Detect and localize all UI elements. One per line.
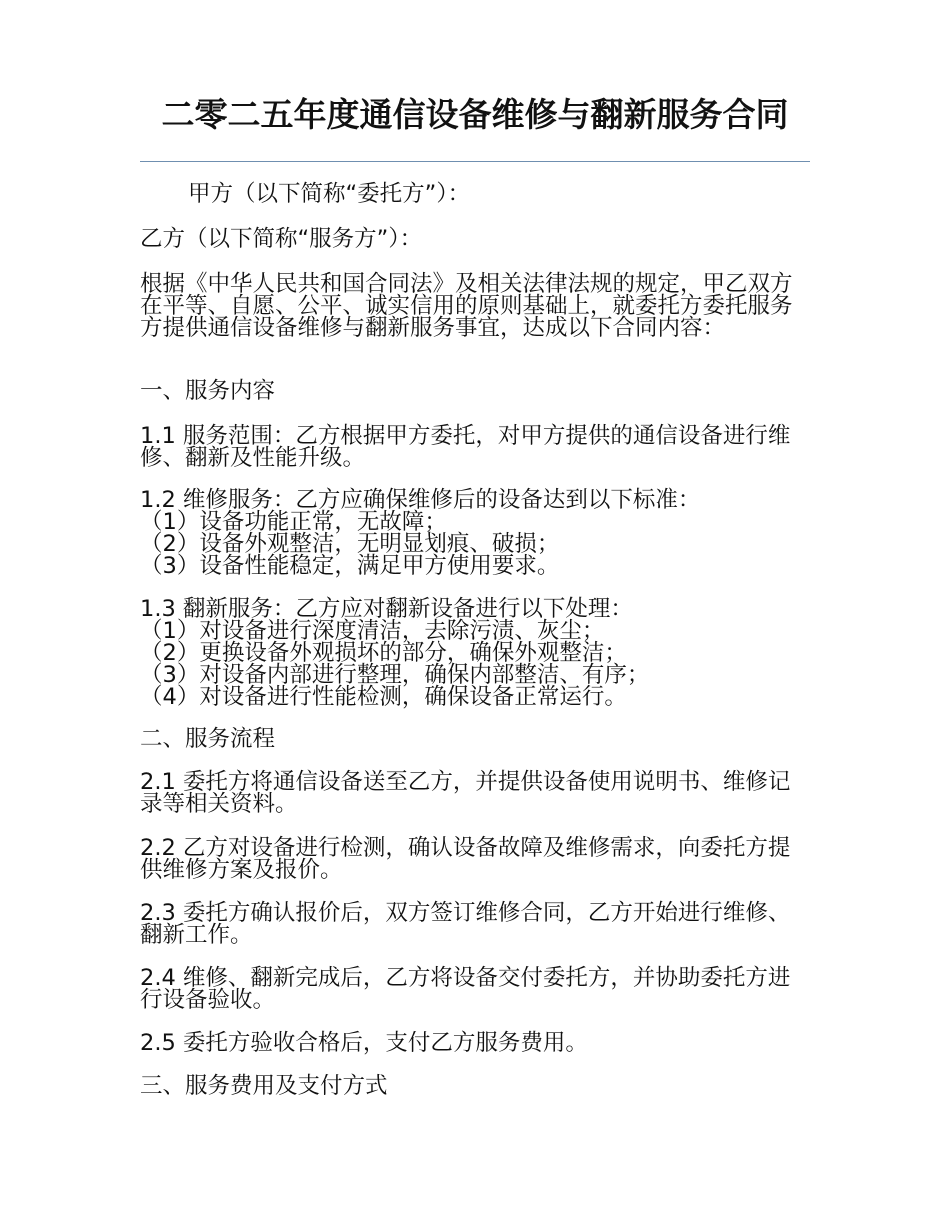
clause-1-2-item: （2）设备外观整洁，无明显划痕、破损； [140,531,560,557]
section-1-heading: 一、服务内容 [140,378,276,404]
clause-2-4: 2.4 维修、翻新完成后，乙方将设备交付委托方，并协助委托方进行设备验收。 [140,965,791,1013]
clause-1-2-lead: 1.2 维修服务：乙方应确保维修后的设备达到以下标准： [140,487,701,513]
party-b-line: 乙方（以下简称“服务方”）： [140,226,423,252]
clause-2-5: 2.5 委托方验收合格后，支付乙方服务费用。 [140,1030,588,1056]
party-a-line: 甲方（以下简称“委托方”）： [188,181,471,207]
clause-1-3 [140,598,810,708]
document-title: 二零二五年度通信设备维修与翻新服务合同 [161,95,789,134]
clause-1-3-item: （3）对设备内部进行整理，确保内部整洁、有序； [140,662,650,688]
clause-1-3-lead: 1.3 翻新服务：乙方应对翻新设备进行以下处理： [140,596,633,622]
preamble-paragraph: 根据《中华人民共和国合同法》及相关法律法规的规定，甲乙双方在平等、自愿、公平、诚实信用的原则基础上，就委托方委托服务方提供通信设备维修与翻新服务事宜，达成以下合同内容： [140,271,793,341]
clause-2-3: 2.3 委托方确认报价后，双方签订维修合同，乙方开始进行维修、翻新工作。 [140,900,791,948]
clause-2-2: 2.2 乙方对设备进行检测，确认设备故障及维修需求，向委托方提供维修方案及报价。 [140,835,791,883]
clause-1-3-item: （4）对设备进行性能检测，确保设备正常运行。 [140,684,627,710]
clause-1-2-item: （3）设备性能稳定，满足甲方使用要求。 [140,553,560,579]
clause-1-2 [140,489,810,577]
title-underline [140,161,810,162]
clause-1-3-item: （2）更换设备外观损坏的部分，确保外观整洁； [140,640,627,666]
section-2-heading: 二、服务流程 [140,726,276,752]
clause-1-3-item: （1）对设备进行深度清洁，去除污渍、灰尘； [140,618,605,644]
section-3-heading: 三、服务费用及支付方式 [140,1073,388,1099]
clause-1-1: 1.1 服务范围：乙方根据甲方委托，对甲方提供的通信设备进行维修、翻新及性能升级。 [140,423,791,471]
clause-2-1: 2.1 委托方将通信设备送至乙方，并提供设备使用说明书、维修记录等相关资料。 [140,769,791,817]
clause-1-2-item: （1）设备功能正常，无故障； [140,509,447,535]
